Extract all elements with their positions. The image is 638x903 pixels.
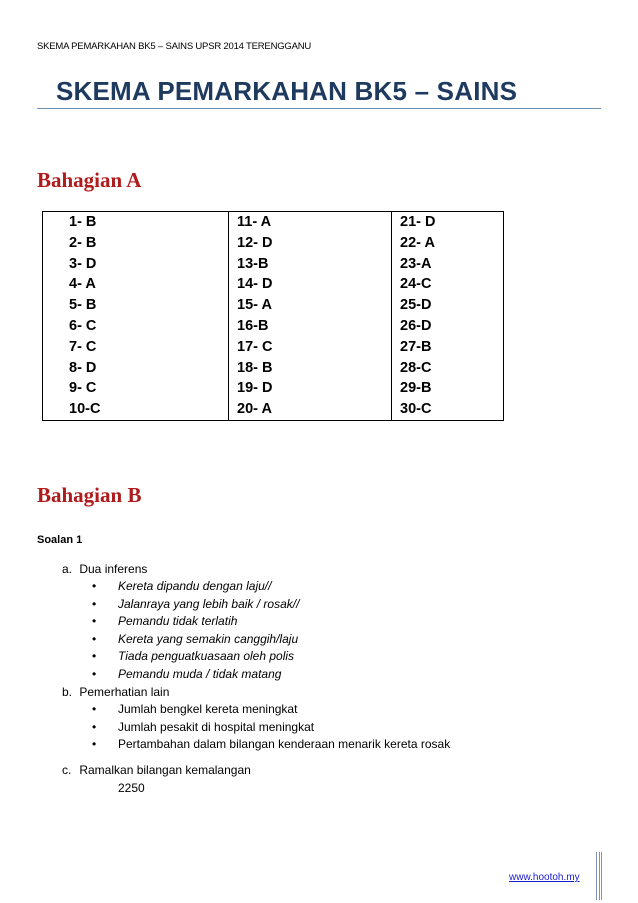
answer-cell: 9- C — [43, 378, 229, 399]
list-item — [62, 578, 299, 596]
answer-cell: 11- A — [229, 212, 392, 233]
running-head: SKEMA PEMARKAHAN BK5 – SAINS UPSR 2014 TERENGGANU — [37, 41, 312, 52]
answer-cell: 16-B — [229, 316, 392, 337]
list-item-text: Jumlah pesakit di hospital meningkat — [118, 719, 315, 734]
part-c-answer: 2250 — [118, 781, 145, 795]
list-item-text: Tiada penguatkuasaan oleh polis — [118, 649, 295, 663]
section-heading-a: Bahagian A — [37, 168, 142, 192]
answer-table — [42, 211, 504, 421]
part-c-title: Ramalkan bilangan kemalangan — [79, 763, 251, 777]
table-row — [43, 378, 504, 399]
answer-cell: 22- A — [400, 234, 435, 251]
list-item-text: Pemandu tidak terlatih — [118, 614, 238, 628]
answer-cell: 14- D — [229, 274, 392, 295]
answer-cell: 6- C — [43, 316, 229, 337]
answer-cell: 8- D — [43, 358, 229, 379]
answer-cell: 12- D — [229, 233, 392, 254]
answer-cell: 21- D — [400, 214, 436, 230]
list-item — [62, 719, 450, 737]
bullet-icon: • — [92, 649, 97, 663]
answer-cell: 15- A — [229, 295, 392, 316]
table-row — [43, 233, 504, 254]
bullet-icon: • — [92, 702, 97, 716]
table-row — [43, 295, 504, 316]
table-row — [43, 274, 504, 295]
part-a-list — [62, 578, 299, 683]
answer-cell: 17- C — [229, 337, 392, 358]
answer-cell: 25-D — [400, 297, 432, 314]
answer-cell: 28-C — [400, 359, 432, 376]
answer-cell: 19- D — [229, 378, 392, 399]
answer-cell: 5- B — [43, 295, 229, 316]
list-item-text: Pemandu muda / tidak matang — [118, 666, 282, 681]
answer-cell: 30-C — [400, 401, 432, 418]
bullet-icon: • — [92, 719, 97, 734]
answer-cell: 23-A — [400, 255, 432, 272]
answer-cell: 20- A — [229, 399, 392, 420]
table-row — [43, 316, 504, 337]
bullet-icon: • — [92, 666, 97, 681]
list-item-text: Kereta yang semakin canggih/laju — [118, 631, 299, 646]
list-item — [62, 736, 450, 754]
answer-cell: 26-D — [400, 317, 432, 334]
table-row — [43, 212, 504, 233]
part-c-letter: c. — [62, 763, 72, 777]
list-item-text: Jalanraya yang lebih baik / rosak// — [118, 596, 300, 611]
part-b-heading — [62, 683, 450, 701]
list-item — [62, 631, 299, 649]
list-item-text: Jumlah bengkel kereta meningkat — [118, 702, 298, 716]
part-c-heading — [62, 761, 251, 779]
page-title: SKEMA PEMARKAHAN BK5 – SAINS — [56, 76, 518, 106]
list-item-text: Pertambahan dalam bilangan kenderaan menarik kereta rosak — [118, 737, 451, 751]
part-a-heading — [62, 560, 299, 578]
answer-cell: 24-C — [400, 276, 432, 293]
part-a — [62, 560, 299, 683]
answer-cell: 18- B — [229, 358, 392, 379]
table-row — [43, 254, 504, 275]
question-label: Soalan 1 — [37, 534, 83, 546]
footer-decoration — [596, 852, 618, 900]
answer-cell: 3- D — [43, 254, 229, 275]
answer-cell: 2- B — [43, 233, 229, 254]
part-c — [62, 761, 251, 797]
answer-cell: 4- A — [43, 274, 229, 295]
list-item — [62, 666, 299, 684]
table-row — [43, 358, 504, 379]
bullet-icon: • — [92, 631, 97, 646]
list-item — [62, 701, 450, 719]
list-item — [62, 648, 299, 666]
list-item-text: Kereta dipandu dengan laju// — [118, 579, 272, 593]
list-item — [62, 613, 299, 631]
answer-cell: 10-C — [43, 399, 229, 420]
answer-cell: 29-B — [400, 380, 432, 397]
answer-cell: 7- C — [43, 337, 229, 358]
part-b-title: Pemerhatian lain — [79, 685, 170, 699]
bullet-icon: • — [92, 596, 97, 611]
bullet-icon: • — [92, 579, 97, 593]
answer-cell: 1- B — [43, 212, 229, 233]
footer-link[interactable]: www.hootoh.my — [509, 872, 580, 883]
title-divider — [37, 108, 601, 109]
answer-cell: 13-B — [229, 254, 392, 275]
part-a-letter: a. — [62, 562, 73, 576]
list-item — [62, 596, 299, 614]
bullet-icon: • — [92, 614, 97, 628]
bullet-icon: • — [92, 737, 97, 751]
part-a-title: Dua inferens — [79, 562, 148, 576]
table-row — [43, 337, 504, 358]
part-b-list — [62, 701, 450, 754]
part-b-letter: b. — [62, 685, 73, 699]
answer-cell: 27-B — [400, 338, 432, 355]
table-row — [43, 399, 504, 420]
section-heading-b: Bahagian B — [37, 483, 142, 507]
part-b — [62, 683, 450, 754]
